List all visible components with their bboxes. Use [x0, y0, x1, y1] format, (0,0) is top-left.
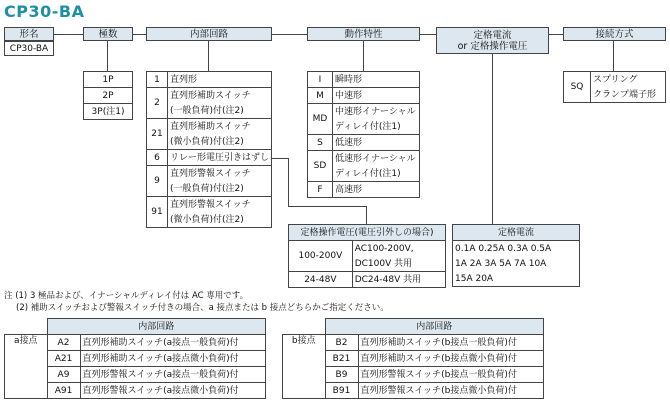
operation-code: I — [308, 72, 333, 88]
operation-desc: 中速形イナーシャル — [333, 104, 420, 120]
operation-code: MD — [308, 104, 333, 135]
connection-desc: クランプ端子形 — [591, 87, 666, 103]
circuit-desc: 直列形補助スイッチ — [167, 88, 271, 104]
voltage-value: DC24-48V 共用 — [352, 272, 445, 288]
model-value: CP30-BA — [4, 41, 54, 56]
operation-desc: 低速形 — [333, 135, 420, 151]
contact-b-header: 内部回路 — [325, 319, 544, 335]
header-rated-current-line2: or 定格操作電圧 — [457, 40, 528, 52]
circuit-desc: 直列形補助スイッチ — [167, 119, 271, 135]
circuit-desc: (微小負荷)付(注2) — [167, 212, 271, 228]
voltage-value: AC100-200V, — [352, 241, 445, 257]
contact-desc: 直列形補助スイッチ(a接点一般負荷)付 — [80, 335, 266, 351]
operation-code: M — [308, 88, 333, 104]
circuit-code: 1 — [147, 72, 168, 88]
circuit-desc: 直列形警報スイッチ — [167, 197, 271, 213]
connector-line — [613, 41, 614, 71]
circuit-code: 2 — [147, 88, 168, 119]
header-rated-current — [436, 27, 549, 54]
contact-a-table — [4, 318, 266, 399]
note-2: (2) 補助スイッチおよび警報スイッチ付きの場合、a 接点または b 接点どちらかご指定ください。 — [16, 303, 389, 313]
rated-voltage-header: 定格操作電圧(電圧引外しの場合) — [289, 225, 446, 241]
header-operation: 動作特性 — [307, 27, 420, 41]
header-rated-current-line1: 定格電流 — [473, 29, 512, 41]
rated-current-values: 1A 2A 3A 5A 7A 10A — [453, 256, 580, 271]
connector-line — [366, 206, 367, 224]
rated-current-table — [452, 224, 580, 287]
connector-line — [107, 41, 108, 71]
contact-desc: 直列形警報スイッチ(b接点微小負荷)付 — [358, 383, 544, 399]
contact-desc: 直列形補助スイッチ(b接点一般負荷)付 — [358, 335, 544, 351]
connector-line — [272, 34, 307, 35]
operation-desc: 瞬時形 — [333, 72, 420, 88]
operation-desc: 中速形 — [333, 88, 420, 104]
note-1: 注 (1) 3 極品および、イナーシャルディレイ付は AC 専用です。 — [4, 291, 249, 301]
voltage-range: 100-200V — [289, 241, 353, 272]
operation-desc: 低速形イナーシャル — [333, 151, 420, 167]
connector-line — [549, 34, 563, 35]
contact-desc: 直列形警報スイッチ(a接点一般負荷)付 — [80, 367, 266, 383]
contact-desc: 直列形補助スイッチ(b接点微小負荷)付 — [358, 351, 544, 367]
connector-line — [492, 54, 493, 224]
voltage-value: DC100V 共用 — [352, 256, 445, 272]
operation-desc: ディレイ付(注1) — [333, 119, 420, 135]
circuit-desc: 直列形 — [167, 72, 271, 88]
connection-code: SQ — [564, 72, 591, 103]
pole-option: 2P — [84, 88, 133, 104]
contact-a-header: 内部回路 — [47, 319, 266, 335]
circuit-desc: (一般負荷)付(注2) — [167, 181, 271, 197]
poles-table — [83, 71, 133, 120]
rated-current-header: 定格電流 — [453, 225, 580, 241]
contact-code: B9 — [325, 367, 358, 383]
operation-code: S — [308, 135, 333, 151]
header-internal-circuit: 内部回路 — [146, 27, 272, 41]
contact-desc: 直列形補助スイッチ(a接点微小負荷)付 — [80, 351, 266, 367]
operation-desc: 高速形 — [333, 182, 420, 198]
operation-code: SD — [308, 151, 333, 182]
connection-table — [563, 71, 666, 103]
contact-b-table — [282, 318, 544, 399]
contact-code: A9 — [47, 367, 80, 383]
contact-code: B21 — [325, 351, 358, 367]
contact-code: A2 — [47, 335, 80, 351]
connector-line — [363, 41, 364, 71]
header-poles: 極数 — [83, 27, 133, 41]
connector-line — [54, 34, 83, 35]
contact-code: A91 — [47, 383, 80, 399]
connector-line — [288, 206, 366, 207]
circuit-code: 91 — [147, 197, 168, 228]
contact-desc: 直列形警報スイッチ(a接点微小負荷)付 — [80, 383, 266, 399]
rated-current-values: 15A 20A — [453, 271, 580, 287]
circuit-desc: 直列形警報スイッチ — [167, 166, 271, 182]
contact-b-label: b接点 — [283, 335, 326, 399]
connector-line — [133, 34, 146, 35]
contact-code: A21 — [47, 351, 80, 367]
contact-desc: 直列形警報スイッチ(b接点一般負荷)付 — [358, 367, 544, 383]
connector-line — [272, 158, 288, 159]
circuit-desc: (微小負荷)付(注2) — [167, 134, 271, 150]
page-title: CP30-BA — [4, 2, 85, 21]
rated-current-values: 0.1A 0.25A 0.3A 0.5A — [453, 241, 580, 257]
circuit-desc: (一般負荷)付(注2) — [167, 103, 271, 119]
circuit-code: 6 — [147, 150, 168, 166]
contact-a-label: a接点 — [5, 335, 48, 399]
contact-code: B2 — [325, 335, 358, 351]
circuit-table — [146, 71, 272, 228]
rated-voltage-table — [288, 224, 446, 288]
voltage-range: 24-48V — [289, 272, 353, 288]
connection-desc: スプリング — [591, 72, 666, 88]
operation-desc: ディレイ付(注1) — [333, 166, 420, 182]
pole-option: 3P(注1) — [84, 104, 133, 120]
operation-code: F — [308, 182, 333, 198]
circuit-desc: リレー形電圧引きはずし — [167, 150, 271, 166]
circuit-code: 9 — [147, 166, 168, 197]
operation-table — [307, 71, 420, 198]
connector-line — [420, 34, 436, 35]
circuit-code: 21 — [147, 119, 168, 150]
connector-line — [288, 158, 289, 206]
header-model-name: 形名 — [4, 27, 54, 41]
header-connection: 接続方式 — [563, 27, 666, 41]
connector-line — [208, 41, 209, 71]
pole-option: 1P — [84, 72, 133, 88]
contact-code: B91 — [325, 383, 358, 399]
